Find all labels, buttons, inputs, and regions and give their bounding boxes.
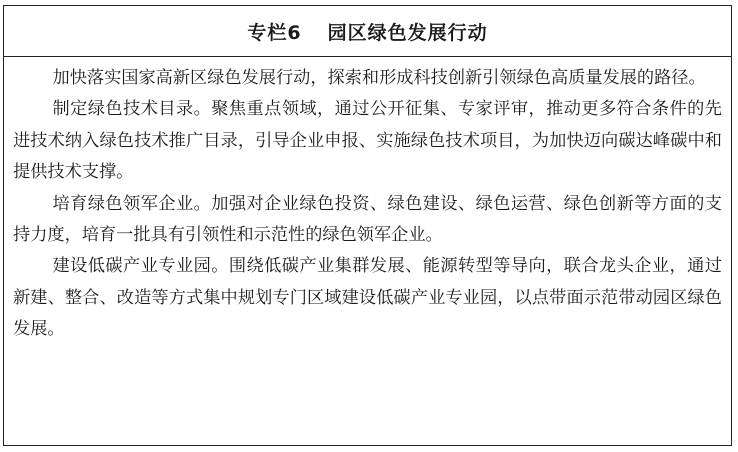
column-box: [3, 5, 732, 446]
box-title: [4, 6, 731, 57]
paragraph-intro: 加快落实国家高新区绿色发展行动，探索和形成科技创新引领绿色高质量发展的路径。: [52, 68, 706, 88]
box-content: [4, 57, 731, 346]
box-title-text: 园区绿色发展行动: [327, 21, 488, 44]
paragraph-green-leading-enterprises: 培育绿色领军企业。加强对企业绿色投资、绿色建设、绿色运营、绿色创新等方面的支持力度，培育一批具有引领性和示范性的绿色领军企业。: [13, 193, 722, 246]
paragraph-green-tech-catalog: 制定绿色技术目录。聚焦重点领域，通过公开征集、专家评审，推动更多符合条件的先进技术纳入绿色技术推广目录，引导企业申报、实施绿色技术项目，为加快迈向碳达峰碳中和提供技术支撑。: [13, 99, 722, 183]
box-title-label: 专栏6: [247, 21, 302, 44]
paragraph-low-carbon-park: 建设低碳产业专业园。围绕低碳产业集群发展、能源转型等导向，联合龙头企业，通过新建、整合、改造等方式集中规划专门区域建设低碳产业专业园，以点带面示范带动园区绿色发展。: [13, 256, 722, 340]
